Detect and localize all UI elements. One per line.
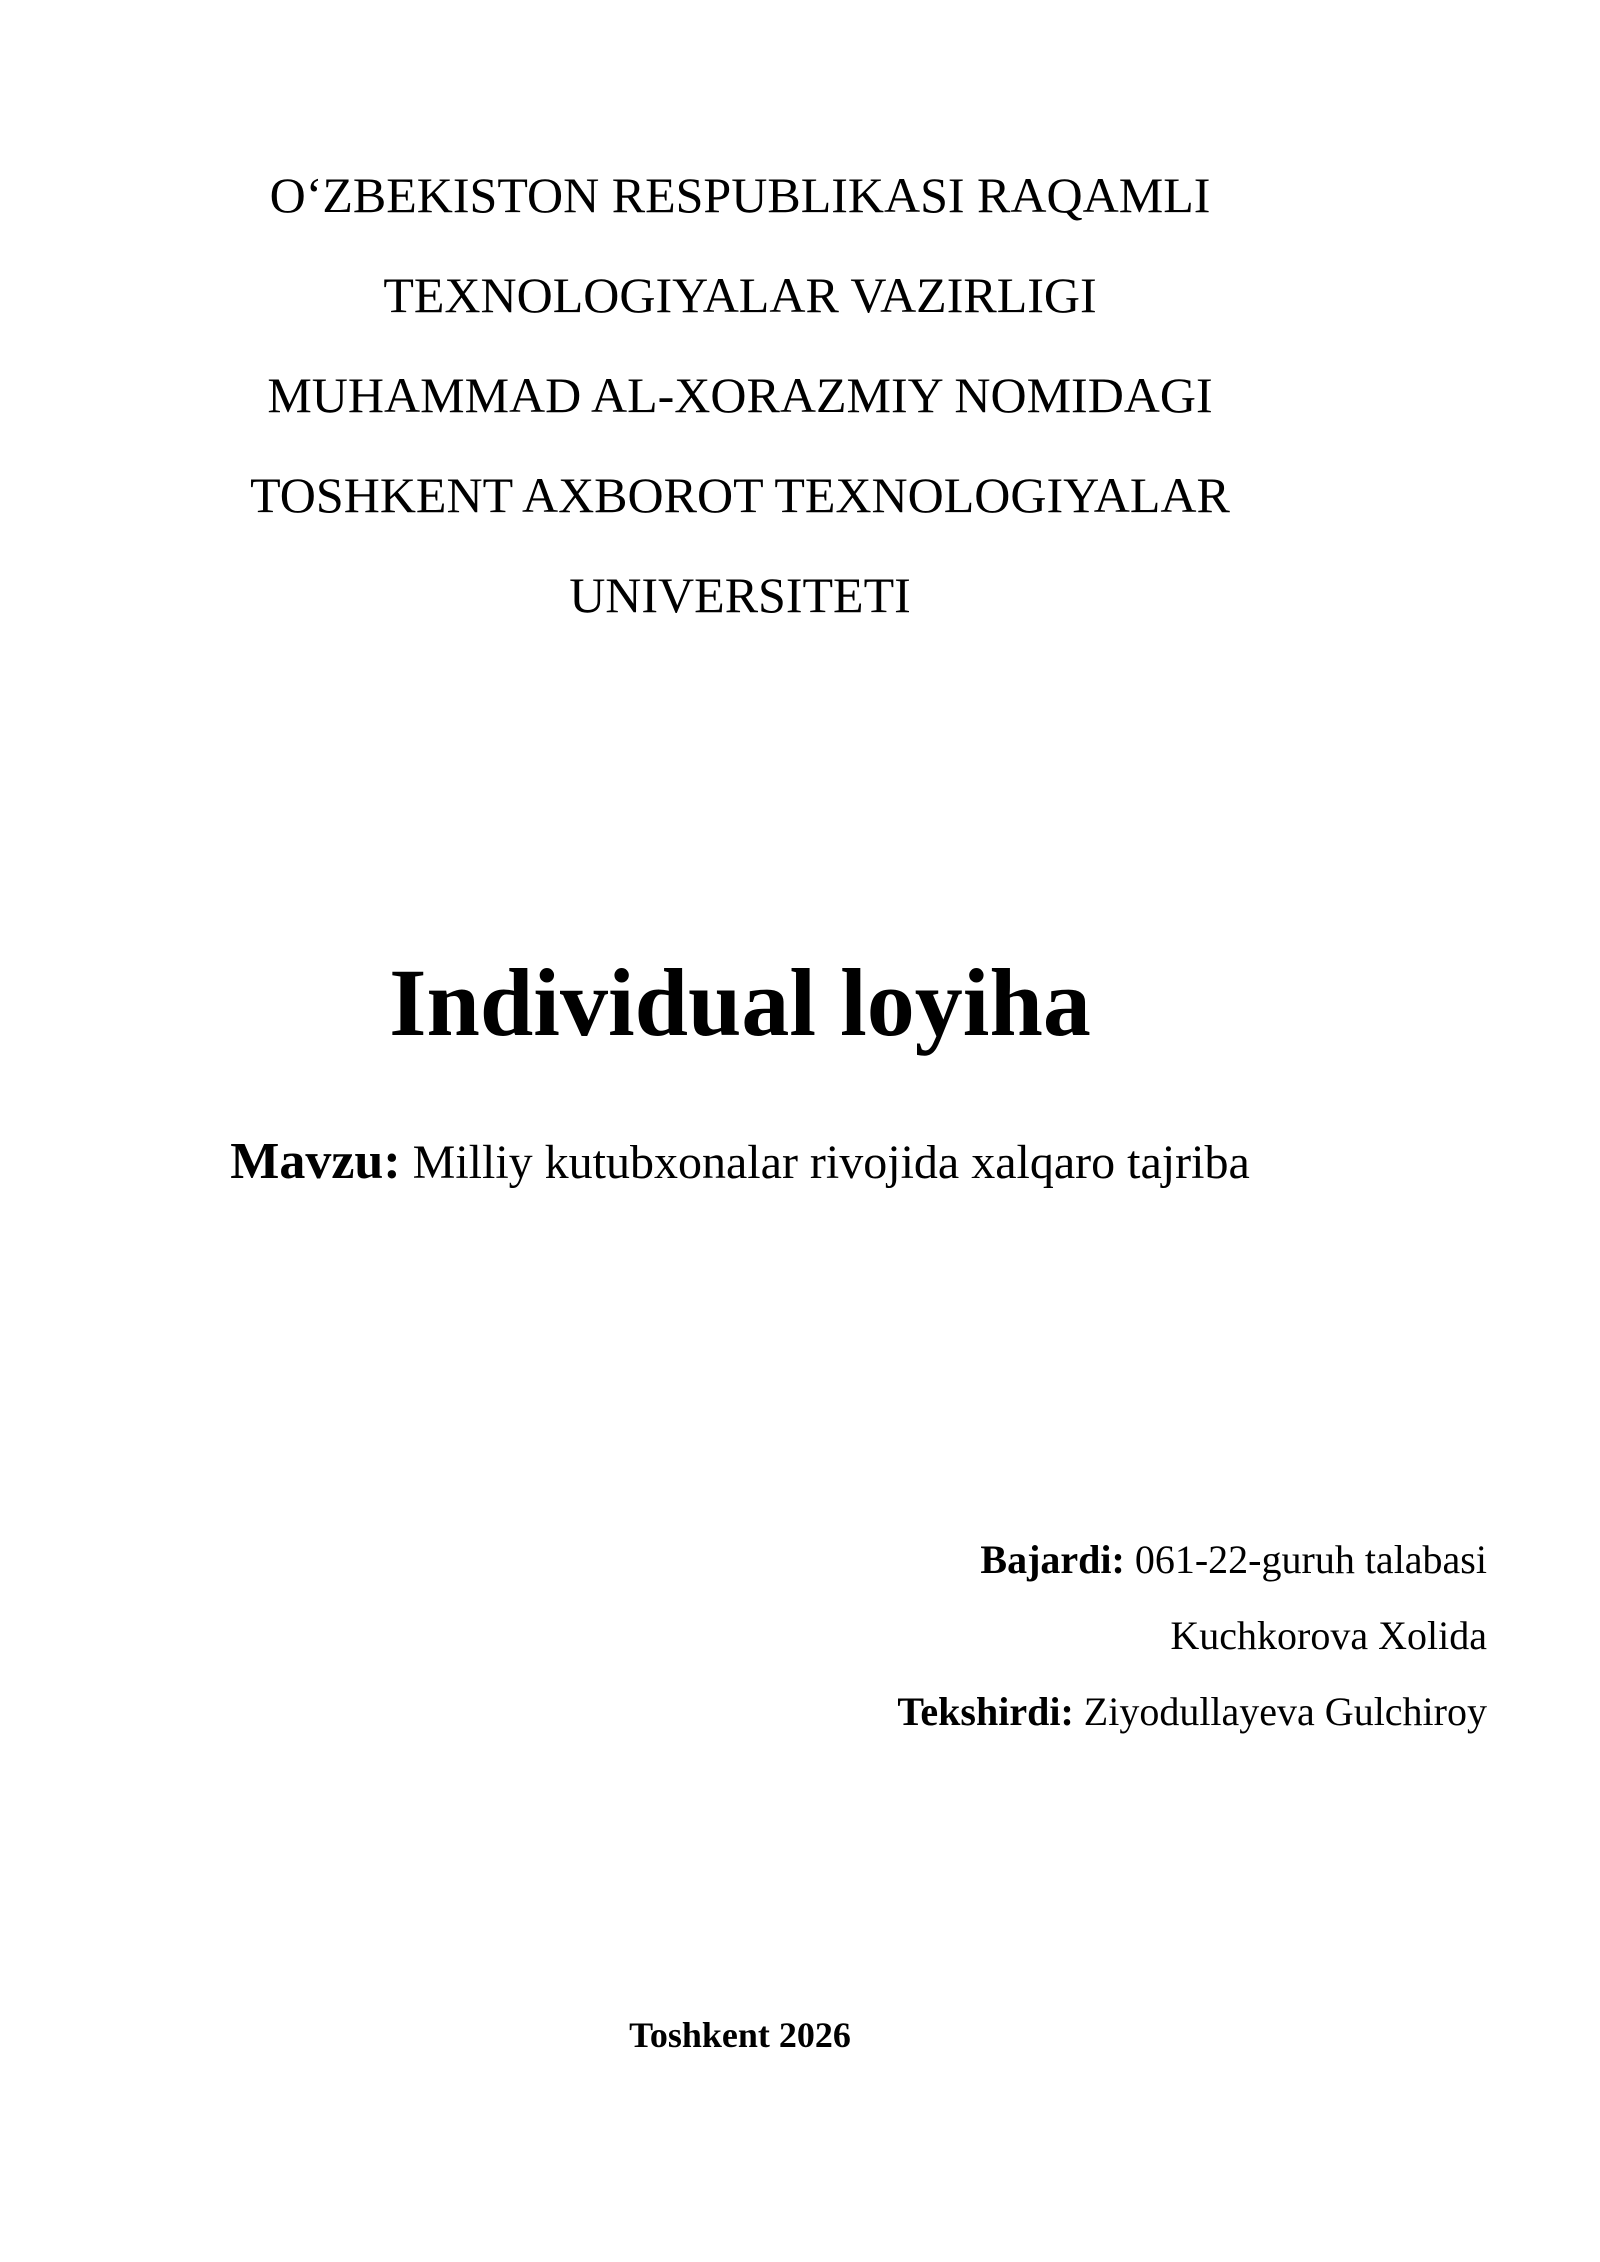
topic-label: Mavzu: [230,1133,401,1190]
student-name: Kuchkorova Xolida [1170,1613,1487,1658]
performed-by-line [897,1522,1487,1598]
header-line-university-2: TOSHKENT AXBOROT TEXNOLOGIYALAR [250,467,1230,523]
performed-by-value: 061-22-guruh talabasi [1134,1537,1487,1582]
checked-by-line [897,1674,1487,1750]
header-line-university-1: MUHAMMAD AL-XORAZMIY NOMIDAGI [267,367,1213,423]
checked-by-label: Tekshirdi: [897,1689,1074,1734]
checked-by-value: Ziyodullayeva Gulchiroy [1083,1689,1487,1734]
header-line-university-3: UNIVERSITETI [569,567,911,623]
place-and-year: Toshkent 2026 [629,2015,851,2055]
document-title: Individual loyiha [389,949,1091,1056]
university-header [0,145,1600,645]
header-line-ministry-1: O‘ZBEKISTON RESPUBLIKASI RAQAMLI [269,167,1211,223]
topic-value: Milliy kutubxonalar rivojida xalqaro tajriba [412,1136,1250,1189]
topic-line [0,1127,1600,1198]
header-line-ministry-2: TEXNOLOGIYALAR VAZIRLIGI [383,267,1097,323]
performed-by-label: Bajardi: [980,1537,1125,1582]
signoff-block [897,1522,1487,1750]
